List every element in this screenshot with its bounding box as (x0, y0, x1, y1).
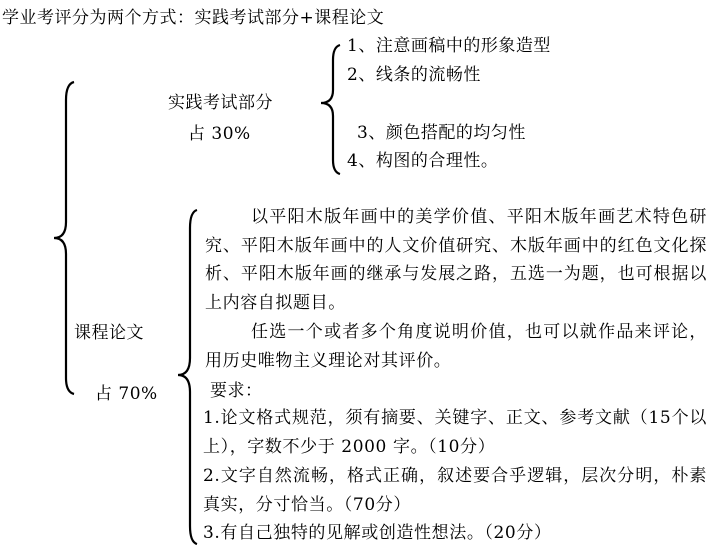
outer-brace (54, 82, 74, 394)
practical-item: 2、线条的流畅性 (347, 65, 481, 85)
practical-item: 3、颜色搭配的均匀性 (357, 123, 526, 143)
requirement-item: 2.文字自然流畅，格式正确，叙述要合乎逻辑，层次分明，朴素真实，分寸恰当。（70分） (203, 466, 707, 515)
page-heading: 学业考评分为两个方式：实践考试部分+课程论文 (2, 8, 385, 28)
requirements-title: 要求： (210, 381, 263, 401)
practical-item: 1、注意画稿中的形象造型 (347, 36, 551, 56)
thesis-brace (178, 210, 197, 544)
requirement-item: 3.有自己独特的见解或创造性想法。（20分） (203, 523, 552, 543)
value-paragraph: 任选一个或者多个角度说明价值，也可以就作品来评论，用历史唯物主义理论对其评价。 (205, 322, 707, 371)
practical-label: 实践考试部分 (168, 93, 273, 113)
topics-paragraph: 以平阳木版年画中的美学价值、平阳木版年画艺术特色研究、平阳木版年画中的人文价值研究、木版年画中的红色文化探析、平阳木版年画的继承与发展之路，五选一为题，也可根据以上内容自拟题目。 (205, 207, 707, 313)
practical-brace (321, 45, 340, 174)
practical-share: 占 30% (188, 124, 251, 144)
requirement-item: 1.论文格式规范，须有摘要、关键字、正文、参考文献（15个以上），字数不少于 2000 字。（10分） (203, 408, 707, 457)
thesis-share: 占 70% (95, 384, 158, 404)
practical-item: 4、构图的合理性。 (347, 151, 499, 171)
thesis-label: 课程论文 (74, 323, 144, 343)
